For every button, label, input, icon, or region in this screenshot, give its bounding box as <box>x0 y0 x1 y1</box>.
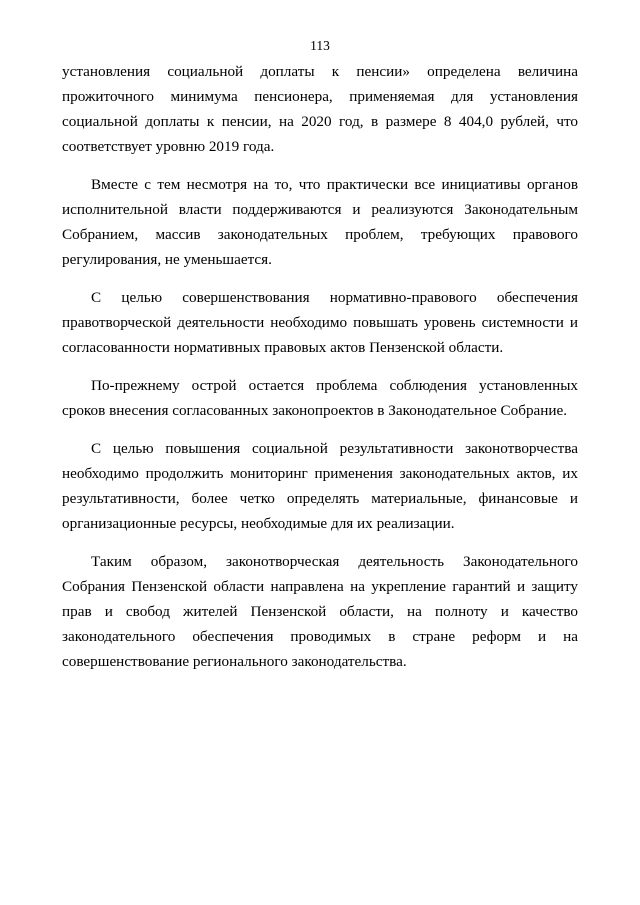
paragraph-continuation: установления социальной доплаты к пенсии» определена величина прожиточного минимума пенсионера, применяемая для установления социальной доплаты к пенсии, на 2020 год, в размере 8 404,0 рублей, что соответствует уровню 2019 года. <box>62 63 578 156</box>
paragraph-legal-support: С целью совершенствования нормативно-правового обеспечения правотворческой деятельности необходимо повышать уровень системности и согласованности нормативных правовых актов Пензенской области. <box>62 288 578 357</box>
paragraph-monitoring: С целью повышения социальной результативности законотворчества необходимо продолжить мониторинг применения законодательных актов, их результативности, более четко определять материальные, финансовые и организационные ресурсы, необходимые для их реализации. <box>62 439 578 532</box>
paragraph-conclusion: Таким образом, законотворческая деятельность Законодательного Собрания Пензенской области направлена на укрепление гарантий и защиту прав и свобод жителей Пензенской области, на полноту и качество законодательного обеспечения проводимых в стране реформ и на совершенствование регионального законодательства. <box>62 552 578 670</box>
paragraph-initiatives: Вместе с тем несмотря на то, что практически все инициативы органов исполнительной власти поддерживаются и реализуются Законодательным Собранием, массив законодательных проблем, требующих правового регулирования, не уменьшается. <box>62 175 578 269</box>
document-body <box>62 59 578 674</box>
paragraph-deadlines: По-прежнему острой остается проблема соблюдения установленных сроков внесения согласованных законопроектов в Законодательное Собрание. <box>62 376 578 419</box>
page-number: 113 <box>310 38 330 53</box>
